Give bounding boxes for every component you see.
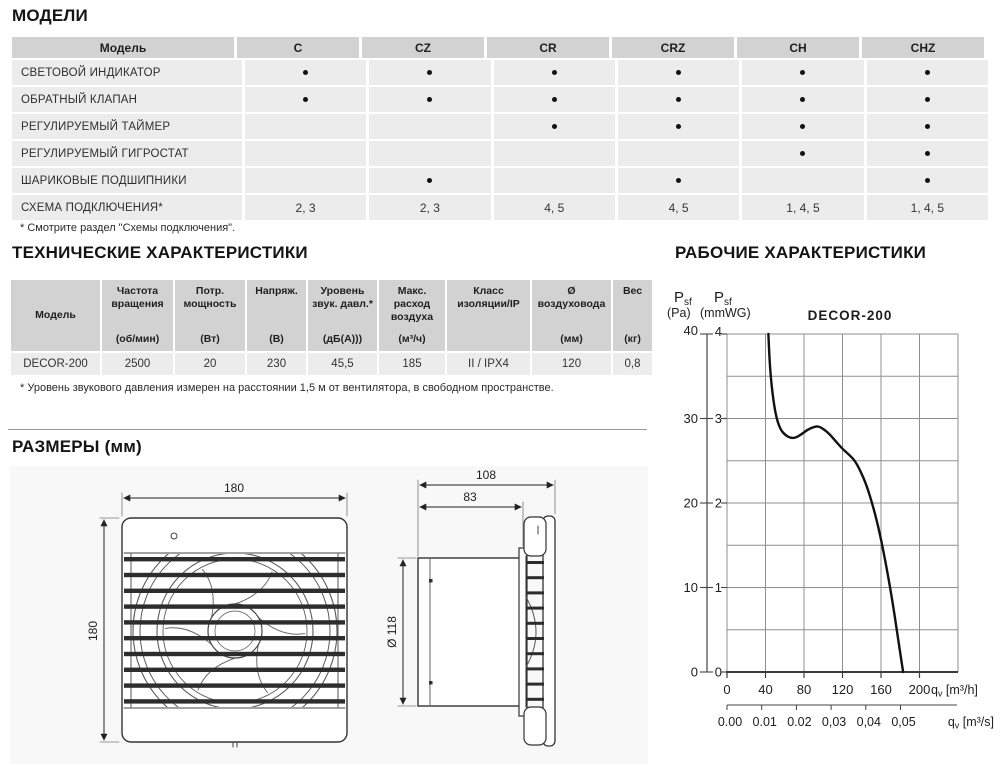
- tech-header-unit: (кг): [624, 333, 641, 346]
- models-row-label: РЕГУЛИРУЕМЫЙ ТАЙМЕР: [12, 114, 242, 139]
- models-value-cell: [245, 141, 366, 166]
- tech-header-cell: [379, 280, 445, 351]
- models-value-cell: [618, 141, 739, 166]
- models-value-cell: [245, 87, 366, 112]
- mmwg-tick-label: 3: [714, 411, 722, 426]
- models-value-cell: [494, 168, 615, 193]
- models-row-label: СХЕМА ПОДКЛЮЧЕНИЯ*: [12, 195, 242, 220]
- models-value-cell: [867, 114, 988, 139]
- models-row-label: СВЕТОВОЙ ИНДИКАТОР: [12, 60, 242, 85]
- models-value-cell: [742, 114, 863, 139]
- fan-hub: [208, 604, 262, 658]
- tech-header-unit: (м³/ч): [398, 333, 426, 346]
- tech-data-cell: 185: [379, 353, 445, 375]
- tech-header-label: Потр. мощность: [183, 285, 237, 310]
- x2-tick-label: 0.01: [752, 715, 777, 729]
- models-feature-table: [12, 37, 988, 220]
- side-view-drawing: [385, 468, 555, 746]
- dimensions-drawing-box: [10, 466, 648, 764]
- models-table-row: [12, 87, 988, 112]
- feature-dot: [925, 178, 930, 183]
- feature-dot: [427, 178, 432, 183]
- feature-dot: [925, 151, 930, 156]
- tech-specs-table: [11, 280, 652, 375]
- front-width-dim-label: 180: [223, 481, 245, 495]
- tech-header-cell: [11, 280, 100, 351]
- models-value-cell: [245, 60, 366, 85]
- tech-header-unit: (об/мин): [115, 333, 160, 346]
- mmwg-tick-label: 0: [714, 664, 722, 680]
- pa-axis-unit: (Pa): [667, 306, 691, 320]
- dimensions-heading: РАЗМЕРЫ (мм): [12, 437, 142, 456]
- models-value-cell: [369, 60, 490, 85]
- models-value-cell: [245, 168, 366, 193]
- models-value-cell: [494, 60, 615, 85]
- models-footnote: * Смотрите раздел "Схемы подключения".: [20, 222, 236, 234]
- models-value-cell: [867, 60, 988, 85]
- side-grille-teeth: [526, 561, 544, 701]
- x2-tick-label: 0,03: [821, 715, 847, 729]
- dimensions-drawing: [10, 466, 648, 764]
- mmwg-axis-name: $P_{sf}$: [714, 289, 732, 308]
- tech-header-unit: (дБ(А))): [322, 333, 363, 346]
- duct-body: [418, 558, 520, 706]
- pa-tick-label: 30: [683, 411, 698, 426]
- tech-header-label: Вес: [622, 285, 643, 297]
- models-value-cell: [618, 60, 739, 85]
- models-value-cell: [369, 168, 490, 193]
- tech-header-cell: [532, 280, 611, 351]
- tech-header-unit: (Вт): [200, 333, 220, 346]
- panel-bottom-cap: [524, 707, 546, 745]
- section-divider: [8, 429, 647, 430]
- x-tick-label: 0: [723, 682, 731, 697]
- models-value-cell: 1, 4, 5: [742, 195, 863, 220]
- tech-data-cell: 0,8: [613, 353, 652, 375]
- front-height-dim-label: 180: [86, 620, 100, 642]
- models-header-cell: CZ: [362, 37, 484, 58]
- mmwg-axis-unit: (mmWG): [700, 306, 751, 320]
- models-value-cell: 1, 4, 5: [867, 195, 988, 220]
- models-table-row: [12, 114, 988, 139]
- mmwg-tick-label: 1: [714, 580, 722, 595]
- x2-axis-unit-label: $q_v$ [m³/s]: [947, 715, 994, 731]
- models-value-cell: [867, 168, 988, 193]
- models-value-cell: 4, 5: [494, 195, 615, 220]
- pa-tick-label: 40: [683, 323, 698, 338]
- models-header-cell: CRZ: [612, 37, 734, 58]
- tech-header-cell: [613, 280, 652, 351]
- tech-footnote: * Уровень звукового давления измерен на расстоянии 1,5 м от вентилятора, в свободном пространстве.: [20, 382, 554, 394]
- x-tick-label: 120: [831, 682, 854, 697]
- feature-dot: [800, 124, 805, 129]
- models-value-cell: [369, 141, 490, 166]
- mmwg-tick-label: 4: [714, 324, 722, 339]
- feature-dot: [925, 124, 930, 129]
- models-header-cell: Модель: [12, 37, 234, 58]
- front-view-drawing: [86, 481, 347, 747]
- chart-title: DECOR-200: [807, 308, 893, 323]
- tech-data-cell: 120: [532, 353, 611, 375]
- tech-header-label: Модель: [35, 309, 76, 322]
- x2-tick-label: 0.02: [787, 715, 812, 729]
- panel-top-cap: [524, 517, 546, 556]
- side-diameter-dim-label: Ø 118: [385, 616, 399, 648]
- tech-header-label: Частота вращения: [111, 285, 164, 310]
- tech-data-cell: 20: [175, 353, 245, 375]
- x2-tick-label: 0,04: [856, 715, 881, 729]
- pa-tick-label: 20: [683, 495, 698, 511]
- models-value-cell: [742, 141, 863, 166]
- tech-data-cell: 2500: [102, 353, 173, 375]
- tech-header-label: Напряж.: [255, 285, 298, 297]
- tech-data-cell: 45,5: [308, 353, 377, 375]
- models-table-row: [12, 60, 988, 85]
- feature-dot: [427, 70, 432, 75]
- tech-header-unit: (В): [269, 333, 284, 346]
- feature-dot: [925, 70, 930, 75]
- feature-dot: [676, 70, 681, 75]
- tech-header-row: [11, 280, 652, 351]
- feature-dot: [552, 124, 557, 129]
- tech-header-label: Уровень звук. давл.*: [312, 285, 373, 310]
- models-value-cell: [618, 168, 739, 193]
- feature-dot: [925, 97, 930, 102]
- feature-dot: [552, 97, 557, 102]
- pa-axis-name: $P_{sf}$: [674, 289, 692, 308]
- feature-dot: [800, 151, 805, 156]
- models-value-cell: [369, 114, 490, 139]
- models-value-cell: [742, 168, 863, 193]
- models-value-cell: [618, 114, 739, 139]
- models-value-cell: [742, 60, 863, 85]
- side-duct-depth-dim-label: 83: [463, 490, 477, 504]
- models-value-cell: [618, 87, 739, 112]
- pa-tick-label: 10: [683, 580, 698, 595]
- x2-tick-label: 0,05: [891, 715, 916, 729]
- models-value-cell: 2, 3: [245, 195, 366, 220]
- models-value-cell: 4, 5: [618, 195, 739, 220]
- feature-dot: [676, 178, 681, 183]
- x-tick-label: 160: [870, 682, 892, 697]
- models-table-row: [12, 141, 988, 166]
- models-value-cell: [369, 87, 490, 112]
- feature-dot: [676, 124, 681, 129]
- feature-dot: [800, 97, 805, 102]
- models-header-cell: CH: [737, 37, 859, 58]
- performance-heading: РАБОЧИЕ ХАРАКТЕРИСТИКИ: [675, 243, 927, 262]
- tech-header-label: Макс. расход воздуха: [390, 285, 434, 323]
- models-heading: МОДЕЛИ: [12, 6, 88, 25]
- pa-tick-label: 0: [690, 664, 698, 680]
- performance-chart: [660, 270, 1000, 740]
- models-value-cell: [867, 87, 988, 112]
- tech-data-row: [11, 353, 652, 375]
- feature-dot: [303, 70, 308, 75]
- models-value-cell: [494, 87, 615, 112]
- x-tick-label: 40: [758, 682, 773, 697]
- models-row-label: РЕГУЛИРУЕМЫЙ ГИГРОСТАТ: [12, 141, 242, 166]
- tech-header-cell: [175, 280, 245, 351]
- x2-tick-label: 0.00: [717, 715, 743, 729]
- feature-dot: [427, 97, 432, 102]
- feature-dot: [303, 97, 308, 102]
- tech-header-cell: [308, 280, 377, 351]
- models-value-cell: [494, 114, 615, 139]
- models-value-cell: [245, 114, 366, 139]
- models-row-label: ОБРАТНЫЙ КЛАПАН: [12, 87, 242, 112]
- tech-header-cell: [247, 280, 306, 351]
- models-value-cell: [867, 141, 988, 166]
- tech-data-cell: 230: [247, 353, 306, 375]
- x-axis-unit-label: $q_v$ [m³/h]: [931, 683, 978, 699]
- models-value-cell: [742, 87, 863, 112]
- models-header-cell: CR: [487, 37, 609, 58]
- tech-header-cell: [102, 280, 173, 351]
- models-header-cell: C: [237, 37, 359, 58]
- tech-header-label: Ø воздуховода: [537, 285, 606, 310]
- models-table-row: [12, 168, 988, 193]
- models-value-cell: [494, 141, 615, 166]
- models-value-cell: 2, 3: [369, 195, 490, 220]
- tech-header-unit: (мм): [560, 333, 583, 346]
- x-tick-label: 80: [796, 682, 812, 697]
- models-header-row: [12, 37, 988, 58]
- tech-data-cell: II / IPX4: [447, 353, 530, 375]
- feature-dot: [800, 70, 805, 75]
- feature-dot: [676, 97, 681, 102]
- models-row-label: ШАРИКОВЫЕ ПОДШИПНИКИ: [12, 168, 242, 193]
- side-depth-dim-label: 108: [475, 468, 497, 482]
- mmwg-tick-label: 2: [714, 495, 722, 511]
- models-table-row: [12, 195, 988, 220]
- models-header-cell: CHZ: [862, 37, 984, 58]
- tech-header-label: Класс изоляции/IP: [457, 285, 520, 310]
- tech-header-cell: [447, 280, 530, 351]
- x-tick-label: 200: [908, 682, 931, 697]
- feature-dot: [552, 70, 557, 75]
- tech-heading: ТЕХНИЧЕСКИЕ ХАРАКТЕРИСТИКИ: [12, 243, 308, 262]
- tech-data-cell: DECOR-200: [11, 353, 100, 375]
